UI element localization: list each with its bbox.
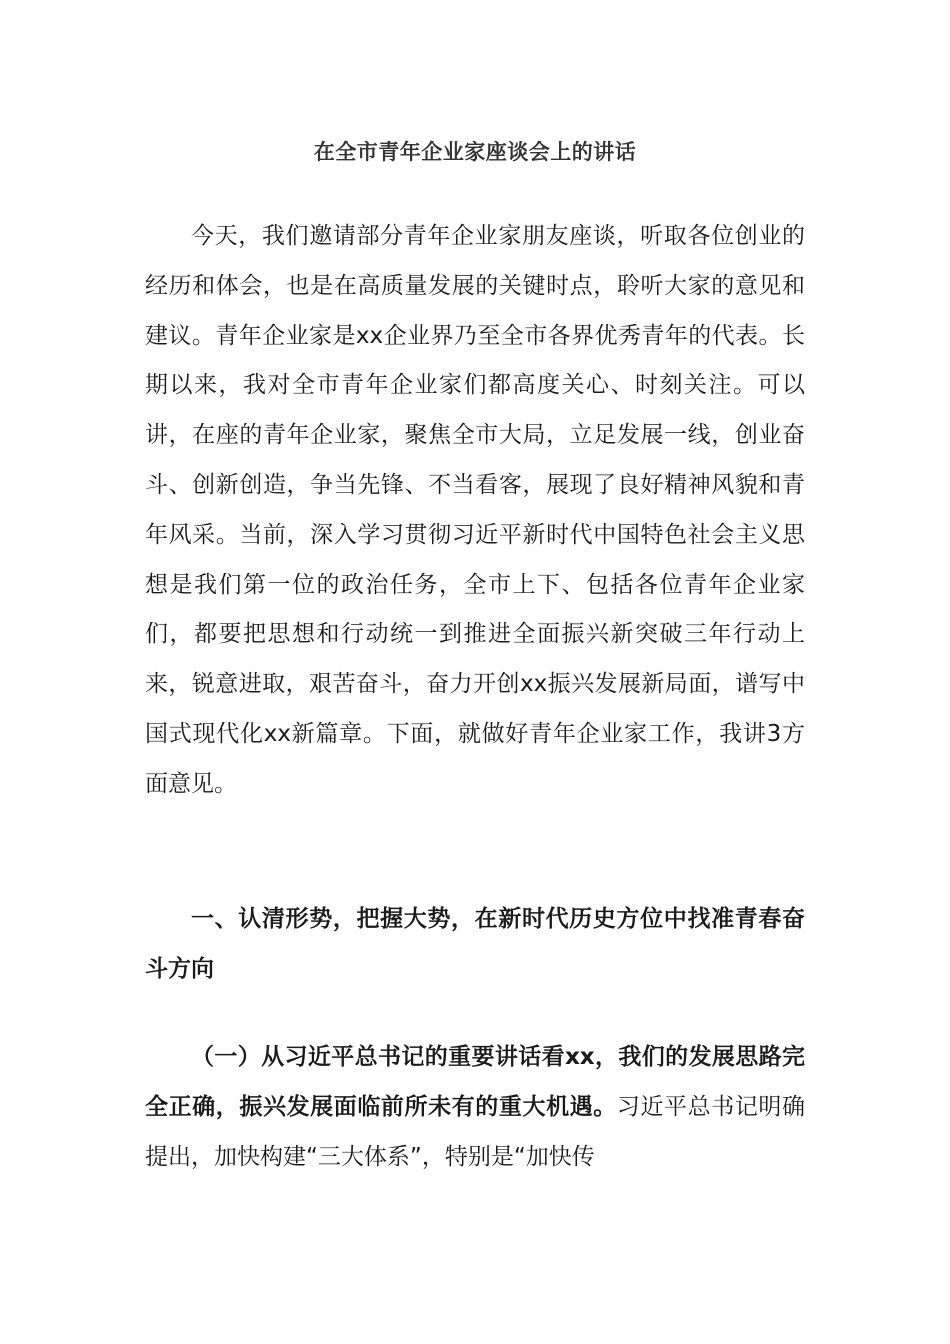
section-heading-1: 一、认清形势，把握大势，在新时代历史方位中找准青春奋斗方向 — [145, 906, 805, 982]
subsection-body: 习近平总书记明确提出，加快构建“三大体系”，特别是“加快传 — [145, 1093, 806, 1170]
intro-paragraph: 今天，我们邀请部分青年企业家朋友座谈，听取各位创业的经历和体会，也是在高质量发展的关键时点，聆听大家的意见和建议。青年企业家是xx企业界乃至全市各界优秀青年的代表。长期以来，我对全市青年企业家们都高度关心、时刻关注。可以讲，在座的青年企业家，聚焦全市大局，立足发展一线，创业奋斗、创新创造，争当先锋、不当看客，展现了良好精神风貌和青年风采。当前，深入学习贯彻习近平新时代中国特色社会主义思想是我们第一位的政治任务，全市上下、包括各位青年企业家们，都要把思想和行动统一到推进全面振兴新突破三年行动上来，锐意进取，艰苦奋斗，奋力开创xx振兴发展新局面，谱写中国式现代化xx新篇章。下面，就做好青年企业家工作，我讲3方面意见。 — [145, 223, 805, 797]
document-title: 在全市青年企业家座谈会上的讲话 — [313, 140, 637, 164]
subsection-lead: （一）从习近平总书记的重要讲话看xx，我们的发展思路完全正确，振兴发展面临前所未有的重大机遇。 — [145, 1044, 805, 1120]
subsection-paragraph-1 — [145, 1033, 805, 1182]
